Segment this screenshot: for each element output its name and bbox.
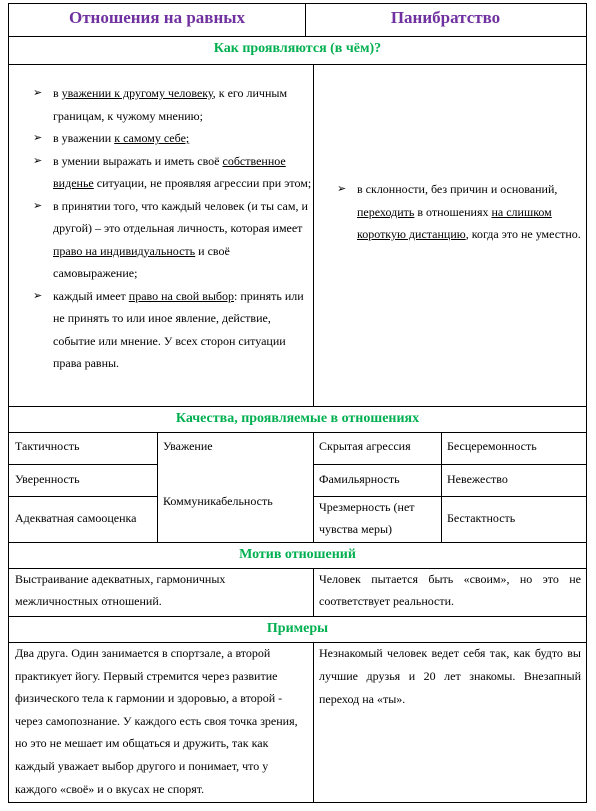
motive-left: Выстраивание адекватных, гармоничных межличностных отношений. [15, 572, 226, 608]
quality-hidden-aggression: Скрытая агрессия [319, 439, 411, 453]
comparison-table [8, 3, 587, 803]
arrow-bullet-icon: ➢ [33, 289, 43, 302]
qualities-divider-1 [157, 432, 158, 542]
quality-excessiveness: Чрезмерность (нет чувства меры) [319, 500, 415, 536]
quality-self-esteem: Адекватная самооценка [15, 511, 137, 525]
list-item: ➢ в склонности, без причин и оснований, переходить в отношениях на слишком короткую дистанцию, когда это не уместно. [337, 178, 581, 246]
quality-tactfulness: Тактичность [15, 439, 80, 453]
arrow-bullet-icon: ➢ [33, 87, 43, 99]
examples-left: Два друга. Один занимается в спортзале, а второй практикует йогу. Первый стремится через развитие физического тела к гармонии и здоровью, а второй - через самопознание. У каждого есть своя точка зрения, но это не мешает им общаться и дружить, так как каждый уважает выбор другого и понимает, что у каждого «своё» и о вкусах не спорят. [15, 646, 298, 796]
qualities-divider-2 [313, 432, 314, 542]
arrow-bullet-icon: ➢ [337, 183, 347, 195]
quality-familiarity: Фамильярность [319, 472, 400, 486]
section-title-examples: Примеры [9, 616, 586, 642]
manifestation-left-list [33, 82, 313, 375]
quality-confidence: Уверенность [15, 472, 80, 486]
arrow-bullet-icon: ➢ [33, 199, 43, 212]
motive-right: Человек пытается быть «своим», но это не соответствует реальности. [319, 572, 581, 608]
quality-tactlessness: Бестактность [447, 511, 516, 525]
list-item: ➢ в принятии того, что каждый человек (и ты сам, и другой) – это отдельная личность, которая имеет право на индивидуальность и своё самовыражение; [33, 195, 313, 285]
manifestation-divider [313, 64, 314, 406]
list-item: ➢ каждый имеет право на свой выбор: принять или не принять то или иное явление, действие, событие или мнение. У всех сторон ситуации права равны. [33, 285, 313, 375]
section-title-qualities: Качества, проявляемые в отношениях [9, 406, 586, 432]
manifestation-right-cell [337, 178, 581, 246]
manifestation-left-cell [33, 82, 313, 375]
list-item: ➢ в умении выражать и иметь своё собственное виденье ситуации, не проявляя агрессии при этом; [33, 150, 313, 195]
quality-ignorance: Невежество [447, 472, 508, 486]
header-right-title: Панибратство [390, 8, 501, 27]
header-divider [305, 4, 306, 36]
list-item: ➢ в уважении к самому себе; [33, 127, 313, 150]
list-item: ➢ в уважении к другому человеку, к его личным границам, к чужому мнению; [33, 82, 313, 127]
qualities-divider-3 [441, 432, 442, 542]
quality-respect: Уважение [163, 439, 213, 453]
examples-divider [313, 642, 314, 802]
header-left-title: Отношения на равных [68, 8, 246, 27]
quality-unceremoniousness: Бесцеремонность [447, 439, 537, 453]
manifestation-right-list [337, 178, 581, 246]
section-title-motive: Мотив отношений [9, 542, 586, 568]
quality-sociability: Коммуникабельность [163, 494, 273, 508]
examples-right: Незнакомый человек ведет себя так, как будто вы лучшие друзья и 20 лет знакомы. Внезапный переход на «ты». [319, 646, 581, 706]
arrow-bullet-icon: ➢ [33, 132, 43, 144]
arrow-bullet-icon: ➢ [33, 154, 43, 167]
section-title-manifestation: Как проявляются (в чём)? [9, 36, 586, 64]
motive-divider [313, 568, 314, 616]
